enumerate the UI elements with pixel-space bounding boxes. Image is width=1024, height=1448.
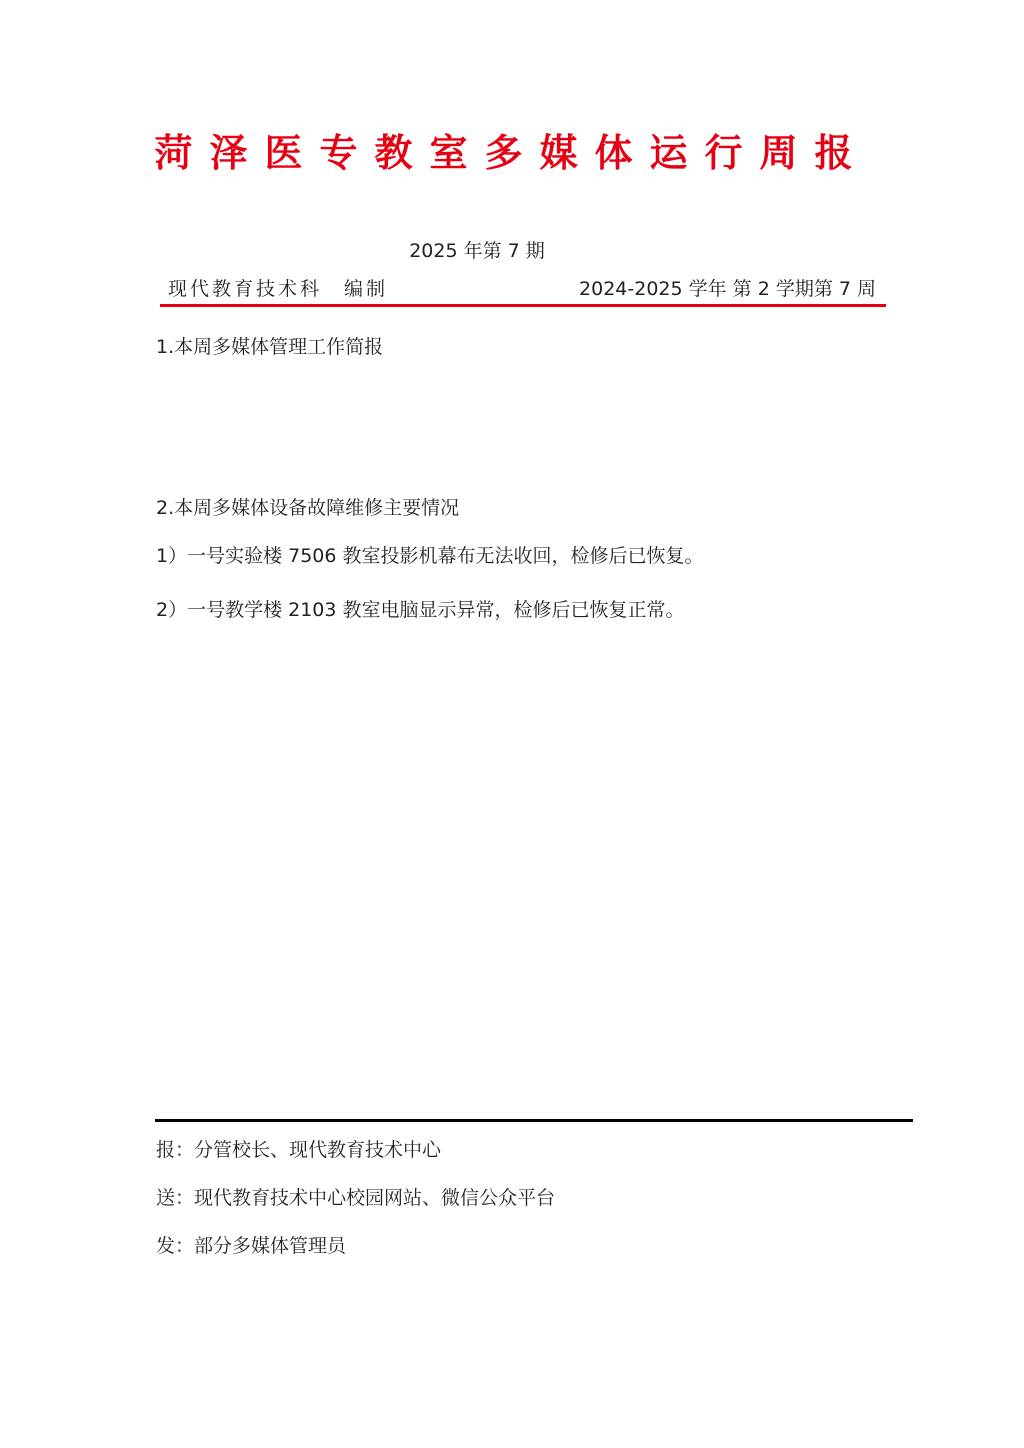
footer-divider bbox=[155, 1119, 913, 1122]
academic-term: 2024-2025 学年 第 2 学期第 7 周 bbox=[579, 278, 876, 300]
header-divider bbox=[160, 304, 886, 307]
report-to: 报：分管校长、现代教育技术中心 bbox=[156, 1139, 442, 1161]
issue-to: 发：部分多媒体管理员 bbox=[156, 1235, 347, 1257]
issue-number: 2025 年第 7 期 bbox=[409, 240, 545, 262]
editor-department: 现代教育技术科 bbox=[168, 278, 323, 300]
repair-item: 2）一号教学楼 2103 教室电脑显示异常，检修后已恢复正常。 bbox=[156, 599, 685, 621]
section-1-heading: 1.本周多媒体管理工作简报 bbox=[156, 336, 384, 358]
report-title: 菏泽医专教室多媒体运行周报 bbox=[154, 130, 870, 175]
send-to: 送：现代教育技术中心校园网站、微信公众平台 bbox=[156, 1187, 556, 1209]
editor-suffix: 编制 bbox=[344, 278, 389, 300]
repair-item: 1）一号实验楼 7506 教室投影机幕布无法收回，检修后已恢复。 bbox=[156, 545, 704, 567]
section-2-heading: 2.本周多媒体设备故障维修主要情况 bbox=[156, 497, 460, 519]
editor-line bbox=[168, 274, 388, 301]
